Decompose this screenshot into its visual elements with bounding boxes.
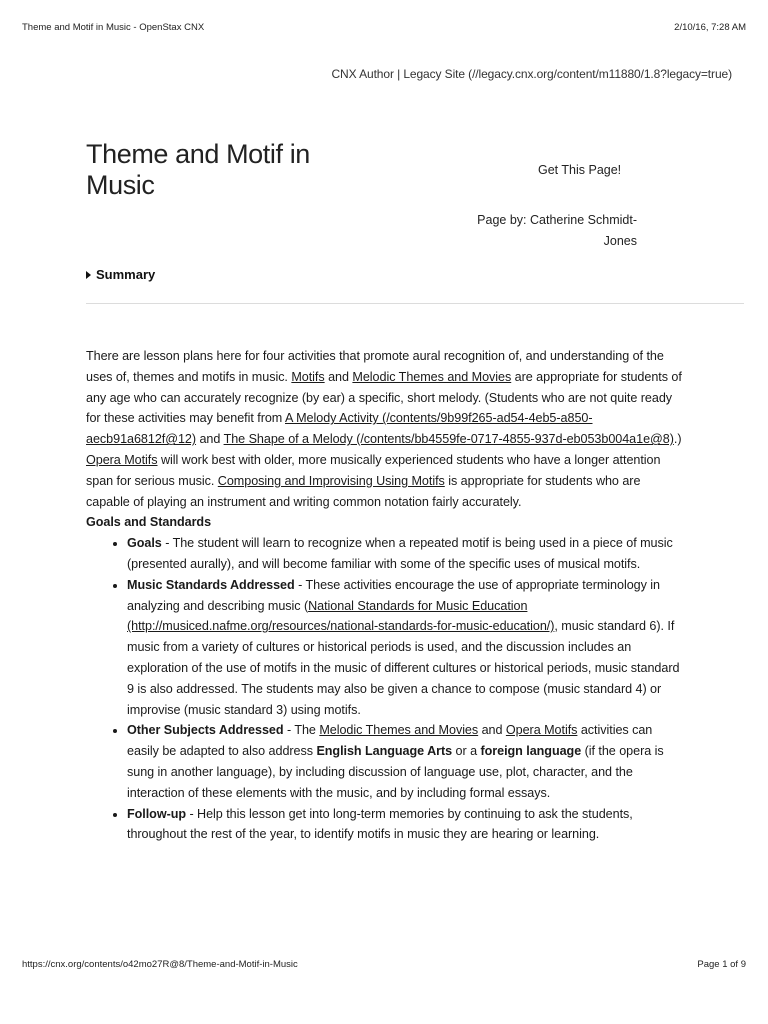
link-melodic-themes-and-movies[interactable]: Melodic Themes and Movies xyxy=(352,369,512,384)
list-item-follow-up: • Follow-up - Help this lesson get into long-term memories by continuing to ask the students, throughout the rest of the year, to identify motifs in music they are hearing or learning. xyxy=(127,804,686,846)
byline-label: Page by: xyxy=(477,213,527,227)
list-item-standards: • Music Standards Addressed - These activities encourage the use of appropriate terminology in analyzing and describing music (National Standards for Music Education (http://musiced.nafme.org/resources/national-standards-for-music-education/), music standard 6). If music from a variety of cultures or historical periods is used, and the discussion includes an exploration of the use of motifs in the music of different cultures or historical periods, music standard 9 is also addressed. The students may also be given a chance to compose (music standard 4) or improvise (music standard 3) using motifs. xyxy=(127,575,686,721)
main-content xyxy=(86,346,686,845)
link-melodic-themes-and-movies-2[interactable]: Melodic Themes and Movies xyxy=(319,723,479,738)
get-this-page-button[interactable]: Get This Page! xyxy=(538,163,622,177)
link-shape-of-a-melody[interactable]: The Shape of a Melody (/contents/bb4559fe-0717-4855-937d-eb053b004a1e@8) xyxy=(223,432,674,447)
cnx-author-legacy-link[interactable]: CNX Author | Legacy Site (//legacy.cnx.org/content/m11880/1.8?legacy=true) xyxy=(331,67,732,81)
page-title: Theme and Motif in Music xyxy=(86,139,310,200)
link-composing-and-improvising[interactable]: Composing and Improvising Using Motifs xyxy=(217,473,445,488)
goals-heading: Goals and Standards xyxy=(86,515,212,530)
print-header-title: Theme and Motif in Music - OpenStax CNX xyxy=(22,22,205,33)
author-name[interactable]: Catherine Schmidt-Jones xyxy=(530,213,637,248)
link-motifs[interactable]: Motifs xyxy=(291,369,325,384)
caret-right-icon xyxy=(86,271,91,279)
divider xyxy=(86,303,744,304)
link-a-melody-activity[interactable]: A Melody Activity (/contents/9b99f265-ad54-4eb5-a850-aecb91a6812f@12) xyxy=(86,411,593,447)
print-footer-url: https://cnx.org/contents/o42mo27R@8/Theme-and-Motif-in-Music xyxy=(22,959,298,970)
summary-toggle[interactable] xyxy=(86,267,155,282)
intro-paragraph: There are lesson plans here for four activities that promote aural recognition of, and understanding of the uses of, themes and motifs in music. Motifs and Melodic Themes and Movies are appropriate for students of any age who can accurately recognize (by ear) a specific, short melody. (Students who are not quite ready for these activities may benefit from A Melody Activity (/contents/9b99f265-ad54-4eb5-a850-aecb91a6812f@12) and The Shape of a Melody (/contents/bb4559fe-0717-4855-937d-eb053b004a1e@8).) Opera Motifs will work best with older, more musically experienced students who have a longer attention span for serious music. Composing and Improvising Using Motifs is appropriate for students who are capable of playing an instrument and writing common notation fairly accurately. xyxy=(86,349,682,509)
print-footer-page: Page 1 of 9 xyxy=(697,959,746,970)
link-opera-motifs-2[interactable]: Opera Motifs xyxy=(505,723,578,738)
list-item-other-subjects: • Other Subjects Addressed - The Melodic Themes and Movies and Opera Motifs activities can easily be adapted to also address English Language Arts or a foreign language (if the opera is sung in another language), by including discussion of language use, plot, character, and the interaction of these elements with the music, and by including formal essays. xyxy=(127,720,686,803)
print-header-datetime: 2/10/16, 7:28 AM xyxy=(674,22,746,33)
print-footer xyxy=(22,959,746,970)
link-national-standards[interactable]: National Standards for Music Education (http://musiced.nafme.org/resources/national-standards-for-music-education/) xyxy=(127,598,555,634)
goals-list xyxy=(86,533,686,845)
link-opera-motifs[interactable]: Opera Motifs xyxy=(86,452,158,467)
summary-label: Summary xyxy=(96,267,156,282)
byline xyxy=(455,210,637,252)
print-header xyxy=(22,22,746,33)
list-item-goals: • Goals - The student will learn to recognize when a repeated motif is being used in a piece of music (presented aurally), and will become familiar with some of the specific uses of musical motifs. xyxy=(127,533,686,575)
